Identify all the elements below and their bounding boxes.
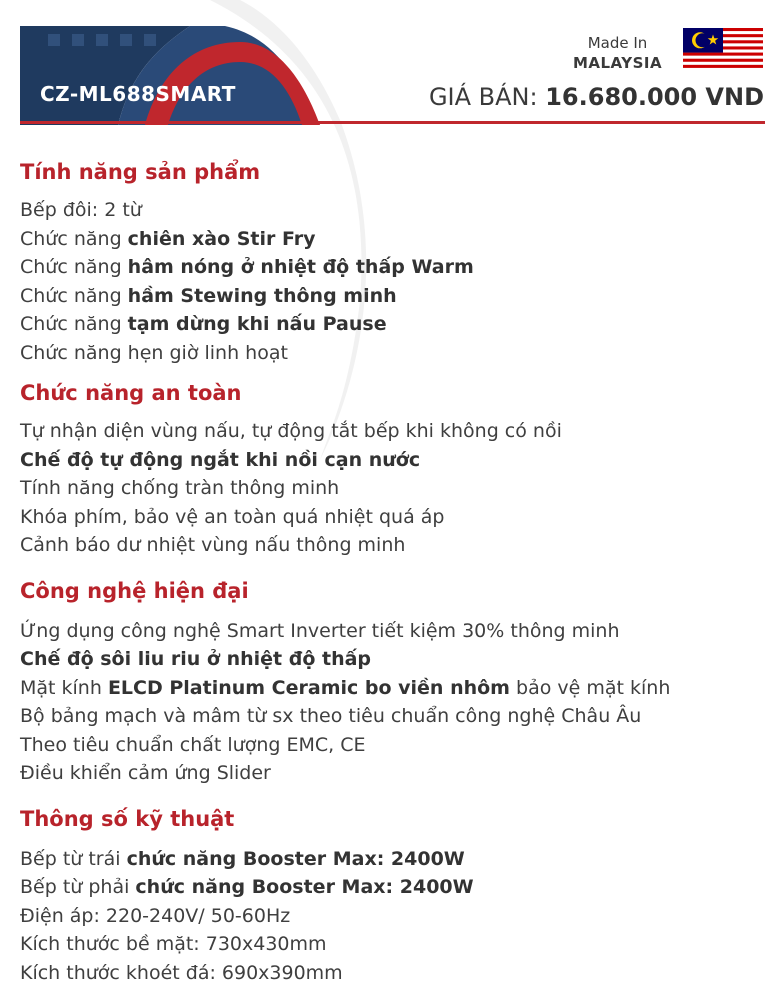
- list-item: Chức năng hầm Stewing thông minh: [20, 284, 397, 307]
- list-item: Cảnh báo dư nhiệt vùng nấu thông minh: [20, 534, 406, 556]
- malaysia-flag-icon: [683, 28, 763, 71]
- section-title-safety: Chức năng an toàn: [20, 381, 242, 405]
- made-in-country: MALAYSIA: [572, 54, 663, 72]
- price-label: GIÁ BÁN:: [428, 83, 538, 111]
- list-item: Chế độ tự động ngắt khi nồi cạn nước: [20, 448, 421, 471]
- section-title-features: Tính năng sản phẩm: [20, 160, 261, 184]
- model-name: CZ-ML688SMART: [40, 82, 236, 106]
- list-item: Bộ bảng mạch và mâm từ sx theo tiêu chuẩn công nghệ Châu Âu: [20, 705, 642, 727]
- price-value: 16.680.000 VND: [545, 83, 764, 111]
- list-item: Kích thước bề mặt: 730x430mm: [20, 933, 327, 955]
- section-title-technology: Công nghệ hiện đại: [20, 578, 249, 603]
- list-item: Tính năng chống tràn thông minh: [20, 477, 340, 499]
- list-item: Chức năng hâm nóng ở nhiệt độ thấp Warm: [20, 256, 474, 278]
- made-in-text: Made In: [587, 34, 648, 52]
- list-item: Chức năng hẹn giờ linh hoạt: [20, 341, 288, 364]
- header: [0, 0, 775, 130]
- list-item: Bếp từ trái chức năng Booster Max: 2400W: [20, 847, 465, 870]
- list-item: Khóa phím, bảo vệ an toàn quá nhiệt quá áp: [20, 505, 445, 528]
- list-item: Tự nhận diện vùng nấu, tự động tắt bếp khi không có nồi: [20, 420, 562, 442]
- list-item: Chức năng chiên xào Stir Fry: [20, 227, 316, 250]
- price: [429, 83, 764, 111]
- list-item: Chức năng tạm dừng khi nấu Pause: [20, 313, 387, 335]
- feature-list: [20, 156, 760, 987]
- list-item: Bếp từ phải chức năng Booster Max: 2400W: [20, 876, 474, 898]
- list-item: Theo tiêu chuẩn chất lượng EMC, CE: [20, 733, 366, 756]
- list-item: Kích thước khoét đá: 690x390mm: [20, 961, 343, 984]
- list-item: Điều khiển cảm ứng Slider: [20, 762, 271, 784]
- section-title-specs: Thông số kỹ thuật: [20, 806, 235, 831]
- list-item: Chế độ sôi liu riu ở nhiệt độ thấp: [20, 648, 372, 670]
- list-item: Mặt kính ELCD Platinum Ceramic bo viền nhôm bảo vệ mặt kính: [20, 676, 671, 699]
- header-divider: [20, 121, 765, 124]
- model-banner: [20, 26, 320, 125]
- list-item: Bếp đôi: 2 từ: [20, 199, 142, 221]
- list-item: Ứng dụng công nghệ Smart Inverter tiết kiệm 30% thông minh: [20, 619, 620, 642]
- list-item: Điện áp: 220-240V/ 50-60Hz: [20, 904, 291, 927]
- made-in-label: [560, 33, 675, 73]
